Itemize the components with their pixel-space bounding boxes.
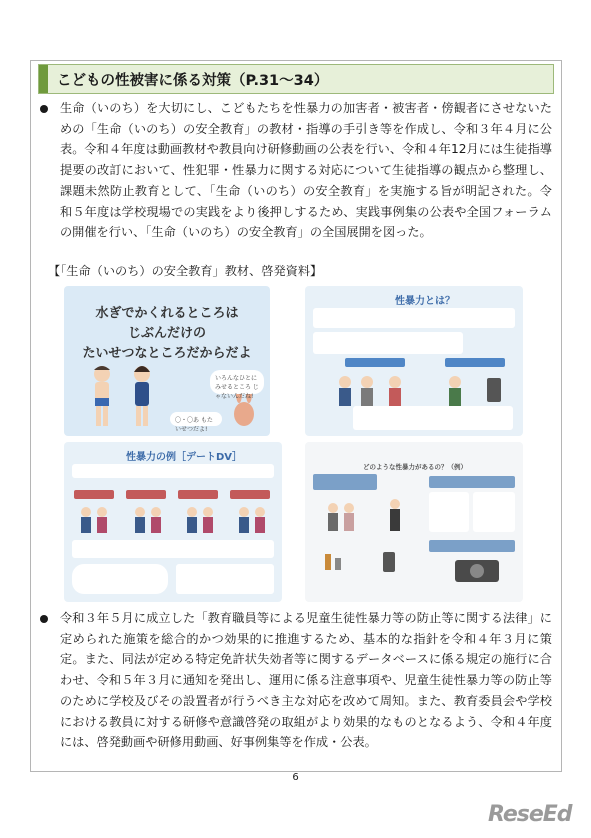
watermark-logo: ReseEd — [488, 802, 572, 827]
illustration-text-line-2: じぶんだけの — [127, 326, 206, 341]
scene-figures-icon — [305, 442, 523, 602]
header-accent-bar — [39, 65, 48, 93]
bullet-icon — [40, 105, 48, 113]
bullet-icon — [40, 615, 48, 623]
illustration-dating-violence — [64, 442, 282, 602]
illustration-swimsuit-children — [64, 286, 270, 436]
figure-caption: 【「生命（いのち）の安全教育」教材、啓発資料】 — [48, 264, 323, 278]
children-figures-icon — [64, 286, 270, 436]
panel-title: 性暴力とは？ — [395, 296, 455, 307]
illustration-violence-types — [305, 442, 523, 602]
panel-title: どのような性暴力があるの？（例） — [363, 463, 467, 471]
page-number: 6 — [292, 772, 299, 783]
paragraph-inochi-education: 生命（いのち）を大切にし、こどもたちを性暴力の加害者・被害者・傍観者にさせないための「生命（いのち）の安全教育」の教材・指導の手引き等を作成し、令和３年４月に公表。令和４年度は動画教材や教員向け研修動画の公表を行い、令和４年12月には生徒指導提要の改訂において、性犯罪・性暴力に関する対応について生徒指導の観点から整理し、課題未然防止教育として、「生命（いのち）の安全教育」を実施する旨が明記された。令和５年度は学校現場での実践をより後押しするため、実践事例集の公表や全国フォーラムの開催を行い、「生命（いのち）の安全教育」の全国展開を図った。 — [60, 101, 552, 240]
illustration-what-is-violence — [305, 286, 523, 436]
text-block — [72, 540, 274, 558]
text-block — [353, 406, 513, 430]
speech-bubble: 〇・〇あ もたいせつだよ! — [170, 412, 222, 426]
section-title: こどもの性被害に係る対策（P.31～34） — [57, 73, 329, 89]
illustration-text-line-1: 水ぎでかくれるところは — [95, 306, 239, 321]
paragraph-teacher-violence-law: 令和３年５月に成立した「教育職員等による児童生徒性暴力等の防止等に関する法律」に定められた施策を総合的かつ効果的に推進するため、基本的な指針を令和４年３月に策定。また、同法が定める特定免許状失効者等に関するデータベースに係る規定の施行に合わせ、令和５年３月に通知を発出し、運用に係る注意事項や、児童生徒性暴力等の防止等のために学校及びその設置者が行うべき主な対応を改めて周知。また、教育委員会や学校における教員に対する研修や意識啓発の取組がより効果的なものとなるよう、令和４年度には、啓発動画や研修用動画、好事例集等を作成・公表。 — [60, 611, 552, 750]
speech-bubble: いろんなひとに みせるところ じゃないんだね! — [210, 370, 264, 394]
panel-title: 性暴力の例［デートDV］ — [126, 452, 243, 463]
illustration-text-line-3: たいせつなところだからだよ — [82, 346, 252, 361]
section-header — [38, 64, 554, 94]
text-block — [176, 564, 274, 594]
label-tag — [429, 540, 515, 552]
text-block — [72, 564, 168, 594]
